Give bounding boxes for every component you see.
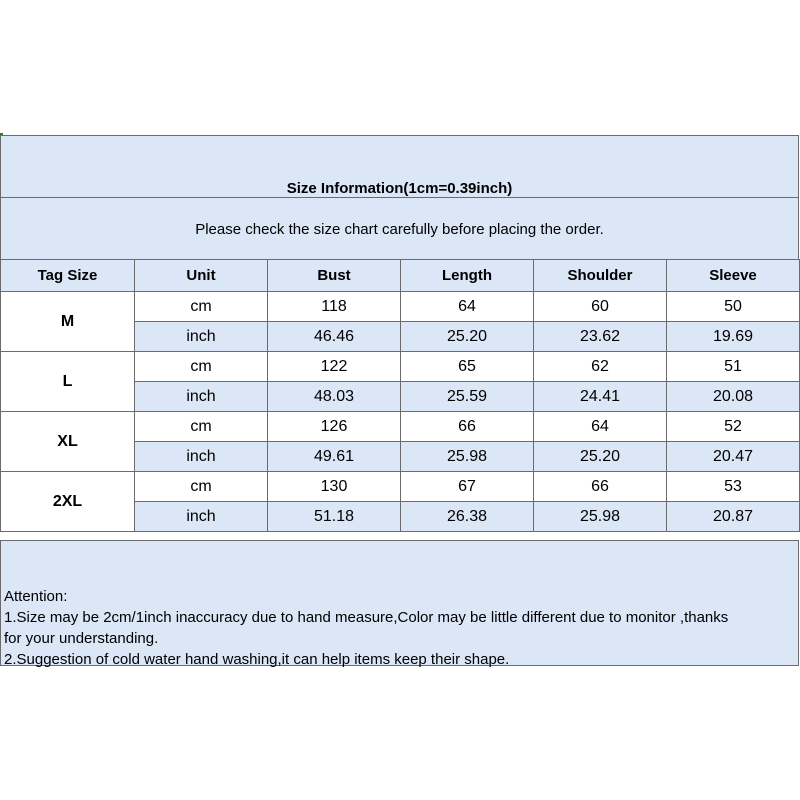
header-shoulder: Shoulder [534,260,667,292]
table-row [1,472,800,502]
length-cell: 25.59 [401,382,534,412]
attention-notes [4,586,792,670]
header-length: Length [401,260,534,292]
length-cell: 67 [401,472,534,502]
sleeve-cell: 20.87 [667,502,800,532]
sleeve-cell: 51 [667,352,800,382]
header-unit: Unit [135,260,268,292]
table-row [1,412,800,442]
bust-cell: 48.03 [268,382,401,412]
bust-cell: 49.61 [268,442,401,472]
header-sleeve: Sleeve [667,260,800,292]
chart-title: Size Information(1cm=0.39inch) [286,180,513,197]
bust-cell: 130 [268,472,401,502]
attention-line-1-cont: for your understanding. [4,630,159,647]
unit-cell: cm [135,292,268,322]
bust-cell: 51.18 [268,502,401,532]
bust-cell: 46.46 [268,322,401,352]
sleeve-cell: 19.69 [667,322,800,352]
unit-cell: cm [135,412,268,442]
shoulder-cell: 62 [534,352,667,382]
table-header-row [1,260,800,292]
shoulder-cell: 64 [534,412,667,442]
table-row [1,292,800,322]
length-cell: 64 [401,292,534,322]
shoulder-cell: 60 [534,292,667,322]
sleeve-cell: 52 [667,412,800,442]
bust-cell: 126 [268,412,401,442]
header-tag-size: Tag Size [1,260,135,292]
tag-size-cell: L [1,352,135,412]
tag-size-cell: M [1,292,135,352]
length-cell: 26.38 [401,502,534,532]
attention-heading: Attention: [4,588,68,605]
tag-size-cell: 2XL [1,472,135,532]
sleeve-cell: 20.47 [667,442,800,472]
notice-row [0,197,799,260]
table-row [1,352,800,382]
shoulder-cell: 25.98 [534,502,667,532]
unit-cell: inch [135,442,268,472]
sleeve-cell: 50 [667,292,800,322]
sleeve-cell: 53 [667,472,800,502]
sleeve-cell: 20.08 [667,382,800,412]
bust-cell: 118 [268,292,401,322]
bust-cell: 122 [268,352,401,382]
size-table [0,259,800,532]
attention-line-2: 2.Suggestion of cold water hand washing,it can help items keep their shape. [4,651,510,668]
length-cell: 25.20 [401,322,534,352]
title-row [0,135,799,198]
unit-cell: cm [135,472,268,502]
attention-line-1: 1.Size may be 2cm/1inch inaccuracy due to hand measure,Color may be little different due to monitor ,thanks [4,609,729,626]
tag-size-cell: XL [1,412,135,472]
length-cell: 65 [401,352,534,382]
unit-cell: inch [135,502,268,532]
shoulder-cell: 23.62 [534,322,667,352]
header-bust: Bust [268,260,401,292]
shoulder-cell: 66 [534,472,667,502]
size-chart [0,135,800,666]
notice-text: Please check the size chart carefully before placing the order. [195,221,604,238]
shoulder-cell: 24.41 [534,382,667,412]
unit-cell: inch [135,382,268,412]
length-cell: 25.98 [401,442,534,472]
length-cell: 66 [401,412,534,442]
shoulder-cell: 25.20 [534,442,667,472]
unit-cell: inch [135,322,268,352]
attention-section [0,540,799,666]
unit-cell: cm [135,352,268,382]
